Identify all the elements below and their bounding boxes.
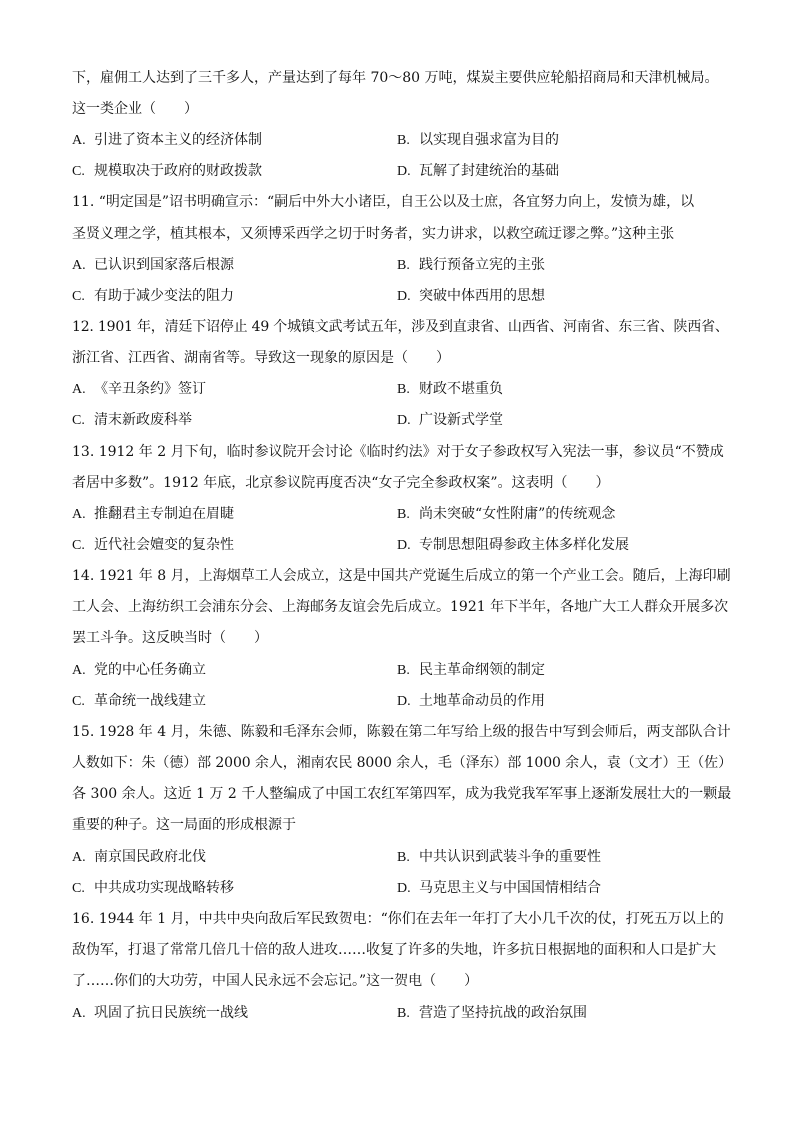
q14-option-a[interactable] <box>72 660 206 681</box>
q10-stem-line-1: 下，雇佣工人达到了三千多人，产量达到了每年 70～80 万吨，煤炭主要供应轮船招商局和天津机械局。 <box>72 70 719 86</box>
option-text: 已认识到国家落后根源 <box>94 257 234 273</box>
option-text: 中共认识到武装斗争的重要性 <box>419 849 601 865</box>
option-text: 党的中心任务确立 <box>94 662 206 678</box>
option-text: 财政不堪重负 <box>419 381 503 397</box>
q14-option-b[interactable] <box>397 660 545 681</box>
option-key: B. <box>397 507 410 522</box>
option-key: C. <box>72 413 85 428</box>
q12-option-c[interactable] <box>72 410 192 431</box>
q10-option-c[interactable] <box>72 161 262 182</box>
option-text: 规模取决于政府的财政拨款 <box>94 163 262 179</box>
q10-stem-line-2: 这一类企业（ ） <box>72 101 198 117</box>
q15-stem-line-3: 各 300 余人。这近 1 万 2 千人整编成了中国工农红军第四军，成为我党我军军事上逐渐发展壮大的一颗最 <box>72 786 732 802</box>
q11-option-c[interactable] <box>72 286 234 307</box>
q15-option-b[interactable] <box>397 847 601 868</box>
q14-option-d[interactable] <box>397 691 545 712</box>
q13-option-c[interactable] <box>72 535 234 556</box>
option-key: C. <box>72 164 85 179</box>
option-key: C. <box>72 694 85 709</box>
option-text: 广设新式学堂 <box>419 412 503 428</box>
option-text: 清末新政废科举 <box>94 412 192 428</box>
option-text: 革命统一战线建立 <box>94 693 206 709</box>
q10-option-b[interactable] <box>397 130 559 151</box>
option-key: D. <box>397 413 411 428</box>
q16-stem-line-3: 了……你们的大功劳，中国人民永远不会忘记。”这一贺电（ ） <box>72 973 479 989</box>
option-text: 营造了坚持抗战的政治氛围 <box>419 1005 587 1021</box>
option-text: 有助于减少变法的阻力 <box>94 288 234 304</box>
option-key: B. <box>397 133 410 148</box>
q13-option-d[interactable] <box>397 535 629 556</box>
option-key: A. <box>72 258 86 273</box>
q13-option-a[interactable] <box>72 504 234 525</box>
option-key: B. <box>397 382 410 397</box>
option-text: 尚未突破“女性附庸”的传统观念 <box>419 506 616 522</box>
q14-option-c[interactable] <box>72 691 206 712</box>
q12-option-a[interactable] <box>72 379 206 400</box>
q12-stem-line-1: 12. 1901 年，清廷下诏停止 49 个城镇文武考试五年，涉及到直隶省、山西省、河南省、东三省、陕西省、 <box>72 319 729 335</box>
option-key: B. <box>397 663 410 678</box>
option-key: B. <box>397 258 410 273</box>
q15-option-a[interactable] <box>72 847 206 868</box>
option-text: 民主革命纲领的制定 <box>419 662 545 678</box>
option-text: 中共成功实现战略转移 <box>94 880 234 896</box>
q15-option-d[interactable] <box>397 878 601 899</box>
q10-option-a[interactable] <box>72 130 262 151</box>
option-text: 巩固了抗日民族统一战线 <box>94 1005 248 1021</box>
q11-option-a[interactable] <box>72 255 234 276</box>
q13-stem-line-2: 者居中多数”。1912 年底，北京参议院再度否决“女子完全参政权案”。这表明（ ） <box>72 475 610 491</box>
option-key: C. <box>72 289 85 304</box>
option-text: 践行预备立宪的主张 <box>419 257 545 273</box>
option-text: 土地革命动员的作用 <box>419 693 545 709</box>
option-key: D. <box>397 289 411 304</box>
option-key: B. <box>397 1006 410 1021</box>
q14-stem-line-1: 14. 1921 年 8 月，上海烟草工人会成立，这是中国共产党诞生后成立的第一个产业工会。随后，上海印刷 <box>72 568 731 584</box>
option-key: A. <box>72 133 86 148</box>
option-text: 瓦解了封建统治的基础 <box>419 163 559 179</box>
q12-stem-line-2: 浙江省、江西省、湖南省等。导致这一现象的原因是（ ） <box>72 350 450 366</box>
q15-stem-line-2: 人数如下：朱（德）部 2000 余人，湘南农民 8000 余人，毛（泽东）部 1000 余人，袁（文才）王（佐） <box>72 755 732 771</box>
option-key: D. <box>397 694 411 709</box>
q16-stem-line-2: 敌伪军，打退了常常几倍几十倍的敌人进攻……收复了许多的失地，许多抗日根据地的面积和人口是扩大 <box>72 942 716 958</box>
option-text: 近代社会嬗变的复杂性 <box>94 537 234 553</box>
option-text: 以实现自强求富为目的 <box>419 132 559 148</box>
option-key: A. <box>72 507 86 522</box>
q13-option-b[interactable] <box>397 504 615 525</box>
option-key: D. <box>397 881 411 896</box>
option-text: 推翻君主专制迫在眉睫 <box>94 506 234 522</box>
q10-option-d[interactable] <box>397 161 559 182</box>
q14-stem-line-3: 罢工斗争。这反映当时（ ） <box>72 630 268 646</box>
option-text: 引进了资本主义的经济体制 <box>94 132 262 148</box>
q15-stem-line-4: 重要的种子。这一局面的形成根源于 <box>72 817 296 833</box>
option-key: A. <box>72 1006 86 1021</box>
option-key: A. <box>72 850 86 865</box>
option-text: 突破中体西用的思想 <box>419 288 545 304</box>
option-text: 马克思主义与中国国情相结合 <box>419 880 601 896</box>
option-key: C. <box>72 538 85 553</box>
option-text: 专制思想阻碍参政主体多样化发展 <box>419 537 629 553</box>
q16-option-a[interactable] <box>72 1003 248 1024</box>
q15-option-c[interactable] <box>72 878 234 899</box>
q11-option-b[interactable] <box>397 255 545 276</box>
q11-stem-line-1: 11. “明定国是”诏书明确宣示：“嗣后中外大小诸臣，自王公以及士庶，各宜努力向上，发愤为雄，以 <box>72 194 695 210</box>
option-key: A. <box>72 382 86 397</box>
option-key: A. <box>72 663 86 678</box>
q15-stem-line-1: 15. 1928 年 4 月，朱德、陈毅和毛泽东会师，陈毅在第二年写给上级的报告中写到会师后，两支部队合计 <box>72 724 731 740</box>
option-key: B. <box>397 850 410 865</box>
option-text: 南京国民政府北伐 <box>94 849 206 865</box>
q16-option-b[interactable] <box>397 1003 587 1024</box>
option-text: 《辛丑条约》签订 <box>94 381 206 397</box>
q14-stem-line-2: 工人会、上海纺织工会浦东分会、上海邮务友谊会先后成立。1921 年下半年，各地广大工人群众开展多次 <box>72 599 729 615</box>
q13-stem-line-1: 13. 1912 年 2 月下旬，临时参议院开会讨论《临时约法》对于女子参政权写入宪法一事，参议员“不赞成 <box>72 444 724 460</box>
q16-stem-line-1: 16. 1944 年 1 月，中共中央向敌后军民致贺电：“你们在去年一年打了大小几千次的仗，打死五万以上的 <box>72 911 724 927</box>
q12-option-d[interactable] <box>397 410 503 431</box>
option-key: D. <box>397 164 411 179</box>
q12-option-b[interactable] <box>397 379 503 400</box>
option-key: D. <box>397 538 411 553</box>
q11-option-d[interactable] <box>397 286 545 307</box>
option-key: C. <box>72 881 85 896</box>
q11-stem-line-2: 圣贤义理之学，植其根本，又须博采西学之切于时务者，实力讲求，以救空疏迂谬之弊。”这种主张 <box>72 226 675 242</box>
